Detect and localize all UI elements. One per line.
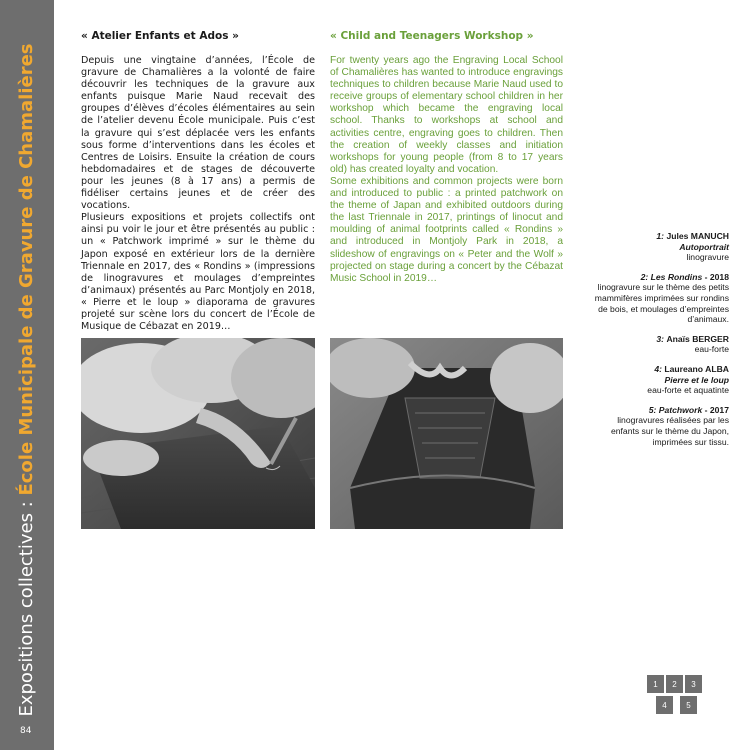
caption-artist: Laureano ALBA	[664, 363, 729, 374]
photo-carving-linoleum	[81, 338, 315, 529]
caption-artist: Anaïs BERGER	[666, 333, 729, 344]
french-paragraph-1: Depuis une vingtaine d’années, l’École de gravure de Chamalières a la volonté de faire découvrir les techniques de la gravure aux enfants puisque Marie Naud recevait des groupes d’élèves d’écoles élémentaires au sein de l’atelier devenu École municipale. Puis c’est la gravure qui s’est déplacée vers les enfants sous forme d’interventions dans les écoles et Centres de Loisirs. Ensuite la création de cours hebdomadaires et de stages de découverte pour les jeunes (8 à 17 ans) a permis de fidéliser certains jeunes et de créer des vocations.	[81, 55, 315, 212]
linocut-photo-illustration	[330, 338, 563, 529]
grid-cell-5: 5	[680, 696, 697, 714]
grid-cell-4: 4	[656, 696, 673, 714]
sidebar-vertical-title	[16, 43, 38, 716]
english-body	[330, 55, 563, 285]
caption-description: eau-forte	[694, 344, 729, 355]
english-paragraph-1: For twenty years ago the Engraving Local School of Chamalières has wanted to introduce engravings techniques to children because Marie Naud used to receive groups of elementary school children in her workshop which became the engraving local school. Thanks to workshops at school and activities centre, engraving goes to children. Then the creation of weekly classes and initiation workshops for young people (from 8 to 17 years old) has created loyalty and vocation.	[330, 55, 563, 175]
caption-number: 1:	[656, 231, 665, 241]
english-heading: « Child and Teenagers Workshop »	[330, 30, 534, 42]
caption-work-title: Pierre et le loup	[664, 374, 729, 385]
page-number: 84	[20, 726, 32, 736]
carving-photo-illustration	[81, 338, 315, 529]
french-paragraph-2: Plusieurs expositions et projets collectifs ont ainsi pu voir le jour et être présentés au public : un « Patchwork imprimé » sur le thème du Japon exposé en extérieur lors de la dernière Triennale en 2017, des « Rondins » (impressions de linogravures et moulages d’empreintes d’animaux) présentés au Parc Montjoly en 2018, « Pierre et le loup » diaporama de gravures projeté sur scène lors du concert de l’École de Musique de Cébazat en 2019…	[81, 212, 315, 333]
caption-description: linogravure sur le thème des petits mammifères imprimées sur rondins de bois, et moulages d’empreintes d’animaux.	[594, 282, 729, 325]
caption-3	[589, 334, 729, 355]
caption-2: 2: Les Rondins - 2018 linogravure sur le thème des petits mammifères imprimées sur rondins de bois, et moulages d’empreintes d’animaux.	[594, 271, 729, 325]
photo-inked-linocut	[330, 338, 563, 529]
caption-5: 5: Patchwork - 2017 linogravures réalisées par les enfants sur le thème du Japon, imprimées sur tissu.	[610, 404, 729, 447]
caption-work-title: Autoportrait	[679, 241, 729, 252]
caption-description: eau-forte et aquatinte	[647, 385, 729, 396]
caption-work-title: Les Rondins	[650, 271, 703, 282]
photo-number-grid	[647, 675, 703, 716]
grid-cell-2: 2	[666, 675, 683, 693]
sidebar	[0, 0, 54, 750]
english-paragraph-2: Some exhibitions and common projects were born and introduced to public : a printed patchwork on the theme of Japan and exhibited outdoors during the last Triennale in 2017, printings of linocut and moulding of animal footprints called « Rondins » and introduced in Montjoly Park in 2018, a slideshow of engravings on « Peter and the Wolf » projected on stage during a concert by the Cébazat Music School in 2019…	[330, 175, 563, 284]
caption-artist: Jules MANUCH	[666, 231, 729, 241]
caption-number: 4:	[654, 363, 662, 374]
sidebar-title-accent: École Municipale de Gravure de Chamalières	[16, 43, 37, 496]
caption-description: linogravure	[686, 252, 729, 263]
caption-list	[589, 231, 729, 456]
sidebar-title-prefix: Expositions collectives :	[16, 495, 37, 717]
caption-4	[589, 364, 729, 396]
caption-number: 5:	[648, 404, 657, 415]
french-heading: « Atelier Enfants et Ados »	[81, 30, 239, 42]
grid-cell-1: 1	[647, 675, 664, 693]
caption-number: 2:	[640, 271, 649, 282]
caption-year: 2017	[709, 404, 729, 415]
caption-number: 3:	[656, 333, 665, 344]
caption-year: 2018	[709, 271, 729, 282]
french-body	[81, 55, 315, 333]
caption-1	[589, 231, 729, 263]
caption-work-title: Patchwork	[658, 404, 703, 415]
grid-cell-3: 3	[685, 675, 702, 693]
caption-description: linogravures réalisées par les enfants sur le thème du Japon, imprimées sur tissu.	[610, 415, 729, 447]
